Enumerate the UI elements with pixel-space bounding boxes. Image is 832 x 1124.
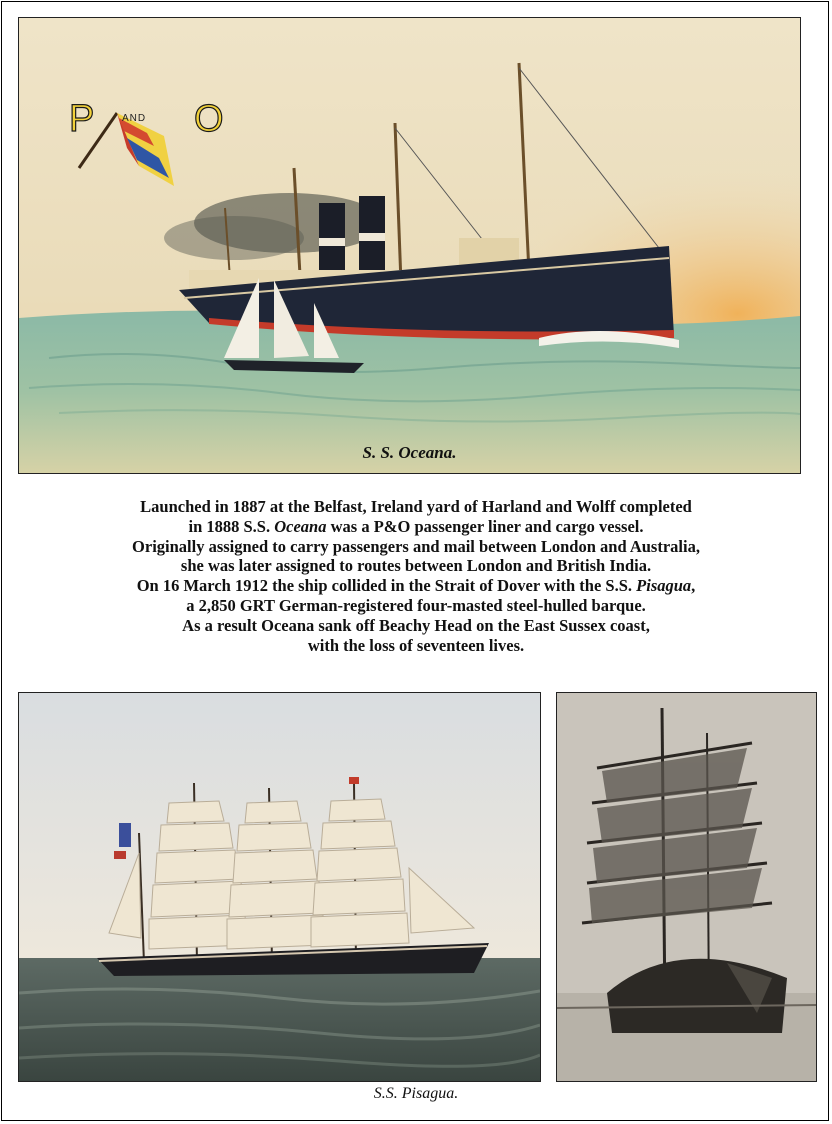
description-line: On 16 March 1912 the ship collided in the Strait of Dover with the S.S. Pisagua, <box>136 576 696 596</box>
description-line: a 2,850 GRT German-registered four-masted steel-hulled barque. <box>186 595 646 615</box>
oceana-caption: S. S. Oceana. <box>362 443 457 462</box>
pisagua-damaged-photo <box>556 692 817 1082</box>
description-text <box>20 497 812 655</box>
description-line: in 1888 S.S. Oceana was a P&O passenger liner and cargo vessel. <box>188 516 644 536</box>
po-logo-letter-o: O <box>194 98 224 140</box>
pisagua-painting-image <box>18 692 541 1082</box>
description-line: Originally assigned to carry passengers and mail between London and Australia, <box>132 536 700 556</box>
description-line: As a result Oceana sank off Beachy Head on the East Sussex coast, <box>182 615 650 635</box>
description-line: Launched in 1887 at the Belfast, Ireland yard of Harland and Wolff completed <box>140 497 692 516</box>
description-line: with the loss of seventeen lives. <box>307 635 525 655</box>
pisagua-photo <box>557 693 816 1081</box>
oceana-postcard-image <box>18 17 801 474</box>
pisagua-painting <box>19 693 540 1081</box>
oceana-illustration <box>19 18 800 473</box>
description-line: she was later assigned to routes between London and British India. <box>180 556 652 576</box>
pisagua-caption: S.S. Pisagua. <box>373 1085 459 1102</box>
po-logo-and: AND <box>122 113 147 124</box>
po-logo-letter-p: P <box>69 98 95 140</box>
